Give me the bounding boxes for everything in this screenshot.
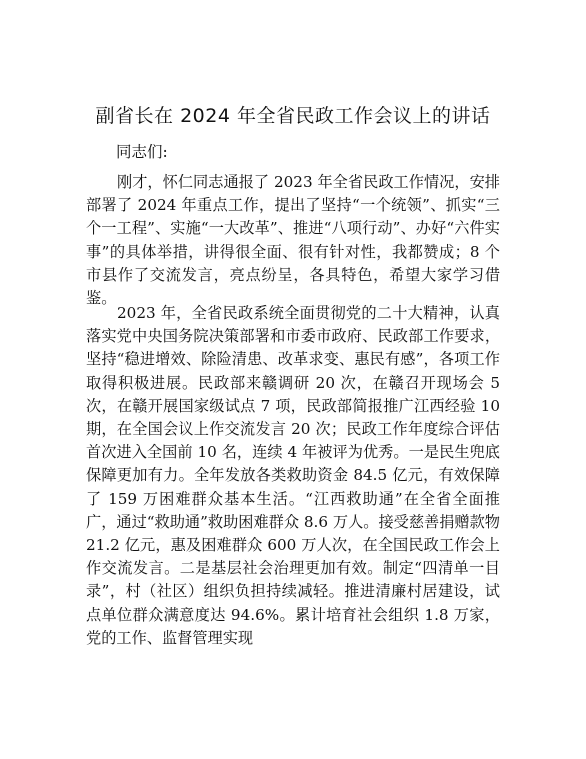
paragraph-1: 刚才，怀仁同志通报了 2023 年全省民政工作情况，安排部署了 2024 年重点工作，提出了坚持“一个统领”、抓实“三个一工程”、实施“一大改革”、推进“八项行动”、办好“六件实事”的具体举措，讲得很全面、很有针对性，我都赞成；8 个市县作了交流发言，亮点纷呈，各具特色，希望大家学习借鉴。 [86,173,500,308]
document-title: 副省长在 2024 年全省民政工作会议上的讲话 [95,105,491,127]
salutation: 同志们: [116,143,168,161]
paragraph-2: 2023 年，全省民政系统全面贯彻党的二十大精神，认真落实党中央国务院决策部署和市委市政府、民政部工作要求，坚持“稳进增效、除险清患、改革求变、惠民有感”，各项工作取得积极进展。民政部来赣调研 20 次，在赣召开现场会 5 次，在赣开展国家级试点 7 项，民政部简报推广江西经验 10 期，在全国会议上作交流发言 20 次；民政工作年度综合评估首次进入全国前 10 名，连续 4 年被评为优秀。一是民生兜底保障更加有力。全年发放各类救助资金 84.5 亿元，有效保障了 159 万困难群众基本生活。“江西救助通”在全省全面推广，通过“救助通”救助困难群众 8.6 万人。接受慈善捐赠款物 21.2 亿元，惠及困难群众 600 万人次，在全国民政工作会上作交流发言。二是基层社会治理更加有效。制定“四清单一目录”，村（社区）组织负担持续减轻。推进清廉村居建设，试点单位群众满意度达 94.6%。累计培育社会组织 1.8 万家，党的工作、监督管理实现 [86,304,500,647]
